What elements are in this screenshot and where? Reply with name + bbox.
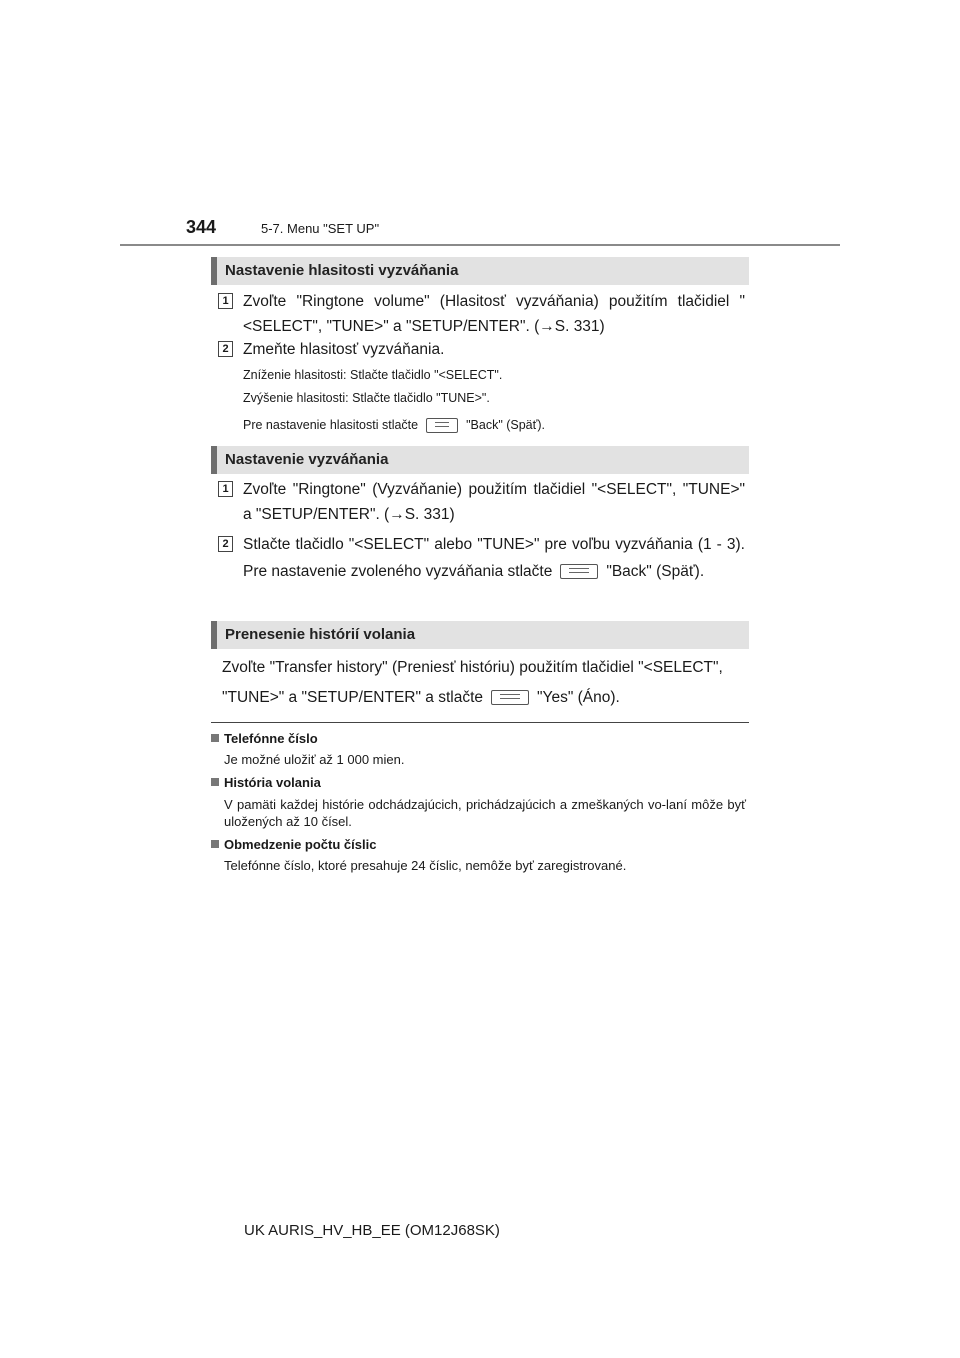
page-number: 344 xyxy=(186,217,217,237)
back-button-icon xyxy=(426,418,458,433)
square-bullet-icon xyxy=(211,734,219,742)
chapter-title: 5-7. Menu "SET UP" xyxy=(261,221,380,236)
paragraph-block xyxy=(222,653,750,713)
note-text: Zvýšenie hlasitosti: Stlačte tlačidlo "TUNE>". xyxy=(243,391,490,405)
step-number: 2 xyxy=(218,341,233,357)
note-line xyxy=(243,417,545,433)
yes-button-icon xyxy=(491,690,529,705)
footer-model-code: UK AURIS_HV_HB_EE (OM12J68SK) xyxy=(244,1222,500,1239)
section-heading-text: Nastavenie hlasitosti vyzváňania xyxy=(225,262,459,279)
section-heading-ringtone-volume xyxy=(211,257,749,285)
step-number: 1 xyxy=(218,481,233,497)
info-title: Telefónne číslo xyxy=(211,731,318,746)
info-title: História volania xyxy=(211,775,321,790)
step-number: 2 xyxy=(218,536,233,552)
step-text: Zvoľte "Ringtone" (Vyzváňanie) použitím tlačidiel "<SELECT", "TUNE>" a "SETUP/ENTER". (→S. 331) xyxy=(243,481,745,523)
step-number: 1 xyxy=(218,293,233,309)
paragraph-text: Zvoľte "Transfer history" (Preniesť históriu) použitím tlačidiel "<SELECT", "TUNE>" a "SETUP/ENTER" a stlačte xyxy=(222,659,723,706)
header-divider xyxy=(120,244,840,246)
info-text: V pamäti každej histórie odchádzajúcich, prichádzajúcich a zmeškaných vo-laní môže byť uložených až 10 čísel. xyxy=(224,797,746,829)
info-title: Obmedzenie počtu číslic xyxy=(211,837,376,852)
square-bullet-icon xyxy=(211,840,219,848)
note-text: "Back" (Späť). xyxy=(466,418,545,432)
step-text-block xyxy=(243,531,745,585)
step-text: "Back" (Späť). xyxy=(606,563,705,580)
section-divider xyxy=(211,722,749,723)
note-text: Zníženie hlasitosti: Stlačte tlačidlo "<SELECT". xyxy=(243,368,503,382)
section-heading-transfer-history xyxy=(211,621,749,649)
step-text: Zvoľte "Ringtone volume" (Hlasitosť vyzváňania) použitím tlačidiel "<SELECT", "TUNE>" a "SETUP/ENTER". (→S. 331) xyxy=(243,293,745,335)
info-text: Telefónne číslo, ktoré presahuje 24 číslic, nemôže byť zaregistrované. xyxy=(224,858,627,873)
back-button-icon xyxy=(560,564,598,579)
step-text: Zmeňte hlasitosť vyzváňania. xyxy=(243,341,445,358)
square-bullet-icon xyxy=(211,778,219,786)
section-heading-text: Prenesenie histórií volania xyxy=(225,626,416,643)
paragraph-text: "Yes" (Áno). xyxy=(537,689,620,706)
step-text: Stlačte tlačidlo "<SELECT" alebo "TUNE>" pre voľbu vyzváňania (1 - 3). Pre nastavenie zvoleného vyzváňania stlačte xyxy=(243,536,745,580)
info-text: Je možné uložiť až 1 000 mien. xyxy=(224,752,405,767)
note-text: Pre nastavenie hlasitosti stlačte xyxy=(243,418,419,432)
section-heading-text: Nastavenie vyzváňania xyxy=(225,451,389,468)
section-heading-ringtone xyxy=(211,446,749,474)
